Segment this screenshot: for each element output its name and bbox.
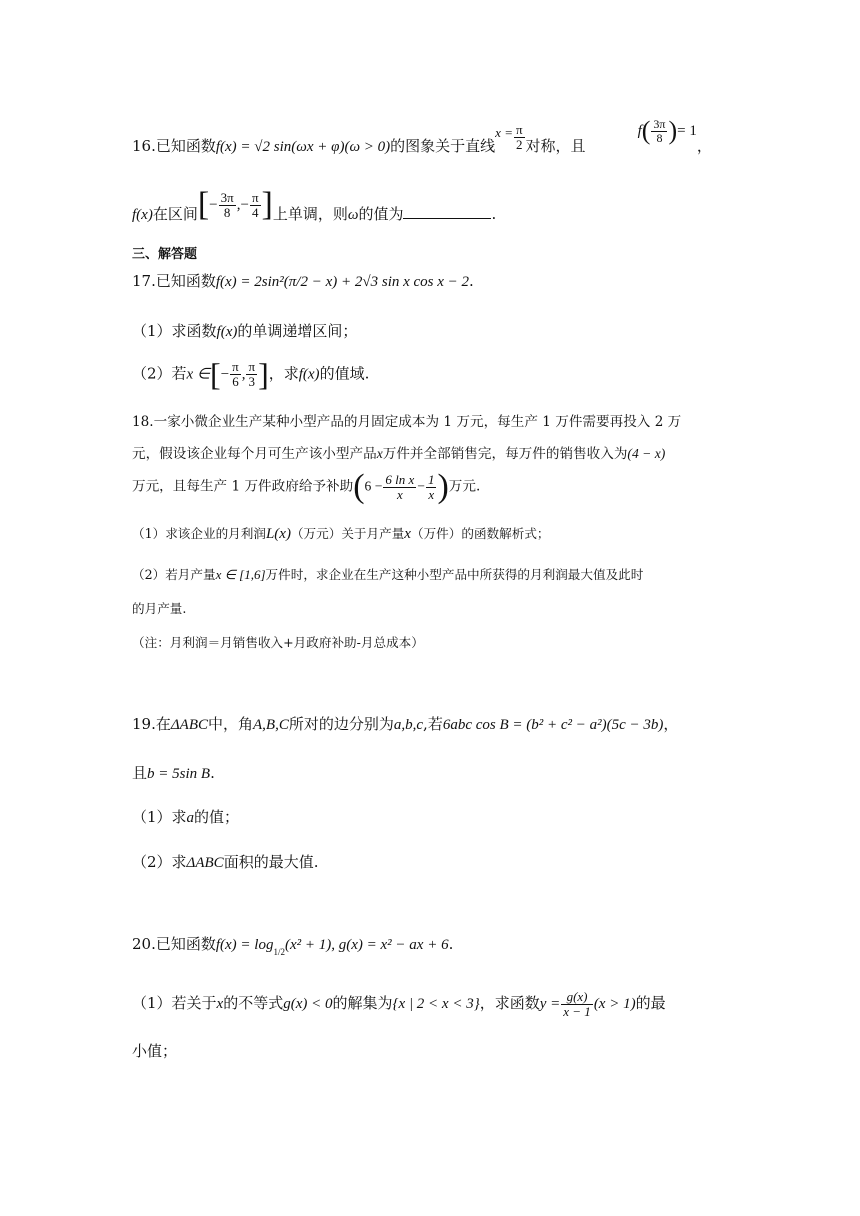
q16-interval-text: 在区间	[152, 205, 198, 223]
q18-line3: 万元，且每生产 1 万件政府给予补助(6 − $\frac{\text{6 ln x}}{x}$ − $\frac{1}{x}$ )万元.	[132, 468, 481, 505]
section-heading: 三、解答题	[132, 247, 198, 262]
q19-line1: 19.在ΔABC中，角A,B,C所对的边分别为a,b,c,若6abc cos B = (b² + c² − a²)(5c − 3b)，	[132, 715, 679, 733]
q16-function: f(x) = √2 sin(ωx + φ)(ω > 0)	[215, 139, 391, 155]
q18-part1: （1）求该企业的月利润L(x)（万元）关于月产量x（万件）的函数解析式；	[132, 526, 550, 542]
q16-pi-over-2: $\frac{\pi}{2}$	[515, 121, 523, 152]
q17-interval-b: $\frac{\pi}{3}$	[248, 359, 256, 389]
q18-note: （注：月利润＝月销售收入+月政府补助-月总成本）	[132, 635, 424, 650]
q17-part1: （1）求函数f(x)的单调递增区间；	[132, 322, 358, 340]
q17-formula: f(x) = 2sin²(π/2 − x) + 2√3 sin x cos x − 2	[215, 274, 470, 290]
q16-x-eq: x =	[495, 125, 513, 140]
q18-part2: （2）若月产量x ∈ [1,6]万件时，求企业在生产这种小型产品中所获得的月利润最大值及此时	[132, 567, 644, 582]
q16-cond-frac: $\frac{3\pi}{8}$	[653, 116, 666, 145]
q20-part1-cont: 小值；	[132, 1042, 178, 1060]
q16-answer-blank[interactable]	[403, 202, 491, 219]
q17-interval-a: $\frac{\pi}{6}$	[232, 359, 239, 389]
q20-line1: 20.已知函数$f(x) = \log_{1/2}(x^2 + 1)$, g(x) = x² − ax + 6.	[132, 935, 454, 957]
q19-part2: （2）求ΔABC面积的最大值.	[132, 853, 319, 871]
q17-part2: （2）若x ∈[− $\frac{\pi}{6}$ , $\frac{\pi}{3}$ ]，求f(x)的值域.	[132, 356, 370, 392]
q18-line1: 18.一家小微企业生产某种小型产品的月固定成本为 1 万元，每生产 1 万件需要再投入 2 万	[132, 414, 682, 430]
q18-part2-cont: 的月产量.	[132, 601, 187, 616]
q20-fraction: $\frac{g(x)}{x - 1}$	[563, 989, 591, 1019]
q16-comma: ，	[696, 137, 712, 155]
q18-subsidy-frac1: $\frac{\text{6 ln x}}{x}$	[385, 471, 415, 502]
q18-subsidy-frac2: $\frac{1}{x}$	[427, 471, 435, 502]
q20-part1: （1）若关于x的不等式g(x) < 0的解集为{x | 2 < x < 3}，求函数y = $\frac{g(x)}{x - 1}$ (x > 1)的最	[132, 989, 666, 1019]
q16-mid-text: 的图象关于直线	[390, 137, 496, 155]
q16-line1: 16.已知函数f(x) = √2 sin(ωx + φ)(ω > 0)的图象关于直线x = $\frac{\pi}{2}$ 对称，且f( $\frac{3\pi}{8}$ )= 1，	[132, 116, 712, 155]
q19-line2: 且b = 5sin B.	[132, 764, 215, 782]
q17-stem: 17.已知函数f(x) = 2sin²(π/2 − x) + 2√3 sin x cos x − 2.	[132, 272, 474, 290]
q16-interval-b: $\frac{\pi}{4}$	[251, 189, 259, 220]
q16-interval-a: $\frac{3\pi}{8}$	[220, 189, 234, 220]
q18-line2: 元，假设该企业每个月可生产该小型产品x万件并全部销售完，每万件的销售收入为(4 − x)	[132, 446, 666, 462]
q16-cond-f: f	[637, 123, 642, 139]
q16-monotone-text: 上单调，则	[272, 205, 348, 223]
q16-omega: ω	[347, 207, 359, 223]
q16-cond-eq: = 1	[677, 123, 697, 139]
q16-value-text: 的值为	[358, 205, 404, 223]
q16-line2: f(x)在区间[− $\frac{3\pi}{8}$ ,− $\frac{\pi}{4}$ ]上单调，则ω的值为 .	[132, 186, 497, 223]
q16-prefix: 16.已知函数	[132, 137, 216, 155]
q19-part1: （1）求a的值；	[132, 808, 240, 826]
q16-fx: f(x)	[132, 207, 153, 223]
q16-after-text: 对称，且	[525, 137, 586, 155]
